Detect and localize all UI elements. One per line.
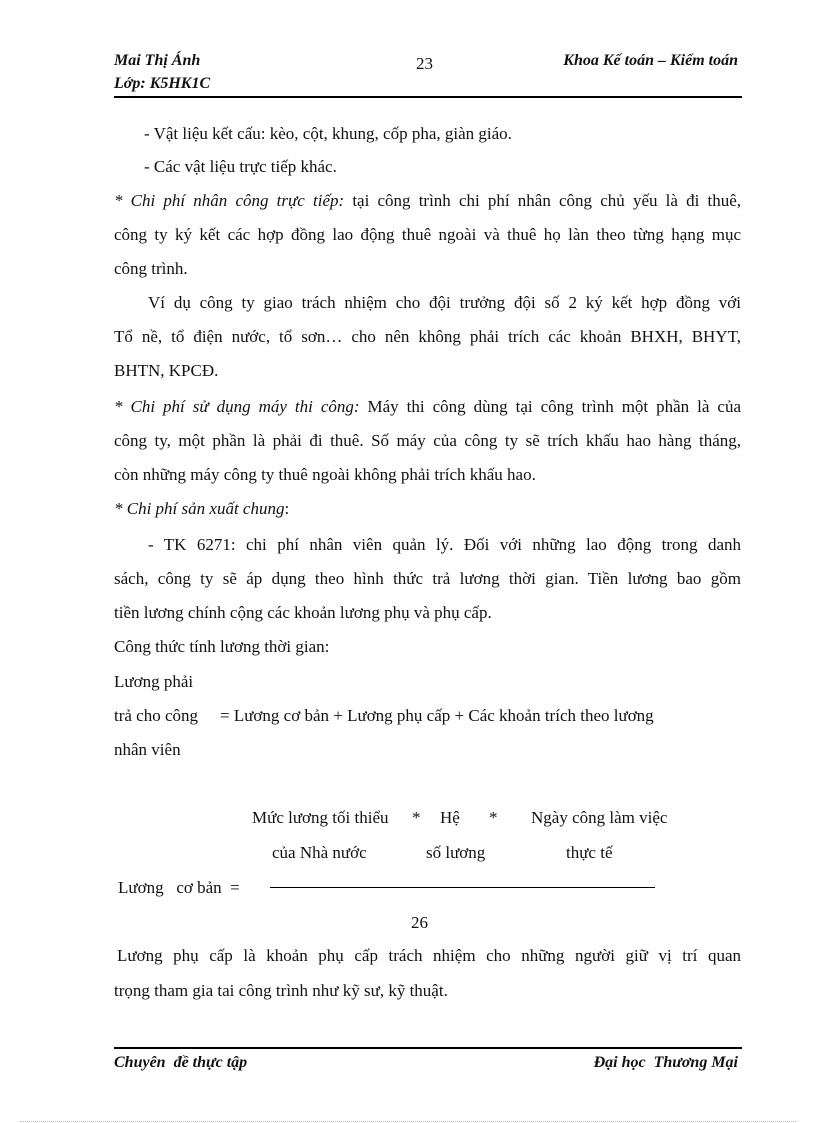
machine-cost-line-2: công ty, một phần là phải đi thuê. Số máy của công ty sẽ trích khấu hao hàng tháng, — [114, 431, 741, 450]
header-faculty: Khoa Kế toán – Kiểm toán — [563, 52, 738, 69]
formula1-lhs-line-3: nhân viên — [114, 740, 181, 759]
formula1-lhs-line-1: Lương phải — [114, 672, 194, 691]
formula2-multiply-2: * — [489, 808, 498, 827]
header-author: Mai Thị Ánh — [114, 52, 201, 69]
labor-cost-line-3: công trình. — [114, 259, 188, 278]
formula2-numerator-term3-b: thực tế — [566, 843, 613, 862]
fraction-bar — [270, 887, 655, 888]
page-number: 23 — [416, 54, 433, 73]
formula2-denominator: 26 — [411, 913, 428, 932]
formula2-lhs: Lương cơ bản = — [118, 878, 240, 897]
footer-left: Chuyên đề thực tập — [114, 1054, 248, 1071]
footer-right: Đại học Thương Mại — [593, 1054, 738, 1071]
example-line-1: Ví dụ công ty giao trách nhiệm cho đội trưởng đội số 2 ký kết hợp đồng với — [148, 293, 741, 312]
machine-cost-line-3: còn những máy công ty thuê ngoài không phải trích khấu hao. — [114, 465, 536, 484]
machine-cost-label: * Chi phí sử dụng máy thi công: — [114, 397, 360, 416]
labor-cost-line-2: công ty ký kết các hợp đồng lao động thuê ngoài và thuê họ làn theo từng hạng mục — [114, 225, 741, 244]
formula2-numerator-term2-b: số lương — [426, 843, 486, 862]
material-line-2: - Các vật liệu trực tiếp khác. — [144, 157, 337, 176]
overhead-heading: * Chi phí sản xuất chung: — [114, 499, 290, 518]
formula1-lhs-line-2: trả cho công — [114, 706, 199, 725]
header-rule — [114, 96, 742, 98]
formula2-multiply-1: * — [412, 808, 421, 827]
header-class: Lớp: K5HK1C — [114, 75, 211, 92]
example-line-3: BHTN, KPCĐ. — [114, 361, 219, 380]
tk6271-line-3: tiền lương chính cộng các khoản lương phụ và phụ cấp. — [114, 603, 492, 622]
allowance-line-1: Lương phụ cấp là khoản phụ cấp trách nhiệm cho những người giữ vị trí quan — [117, 946, 741, 965]
footer-rule — [114, 1047, 742, 1049]
formula2-numerator-term2: Hệ — [440, 808, 460, 827]
labor-cost-line-1: * Chi phí nhân công trực tiếp: tại công trình chi phí nhân công chủ yếu là đi thuê, — [114, 191, 742, 210]
tk6271-line-2: sách, công ty sẽ áp dụng theo hình thức trả lương thời gian. Tiền lương bao gồm — [114, 569, 741, 588]
tk6271-line-1: - TK 6271: chi phí nhân viên quản lý. Đối với những lao động trong danh — [148, 535, 741, 554]
labor-cost-label: * Chi phí nhân công trực tiếp: — [114, 191, 345, 210]
machine-cost-line-1: * Chi phí sử dụng máy thi công: Máy thi công dùng tại công trình một phần là của — [114, 397, 741, 416]
page-edge — [20, 1121, 796, 1122]
formula2-numerator-term3: Ngày công làm việc — [531, 808, 668, 827]
material-line-1: - Vật liệu kết cấu: kèo, cột, khung, cốp pha, giàn giáo. — [144, 124, 512, 143]
formula-title: Công thức tính lương thời gian: — [114, 637, 330, 656]
formula1-rhs: = Lương cơ bản + Lương phụ cấp + Các khoản trích theo lương — [220, 706, 654, 725]
formula2-numerator-term1: Mức lương tối thiểu — [252, 808, 389, 827]
example-line-2: Tổ nề, tổ điện nước, tổ sơn… cho nên không phải trích các khoản BHXH, BHYT, — [114, 327, 741, 346]
formula2-numerator-term1-b: của Nhà nước — [272, 843, 367, 862]
allowance-line-2: trọng tham gia tai công trình như kỹ sư, kỹ thuật. — [114, 981, 448, 1000]
